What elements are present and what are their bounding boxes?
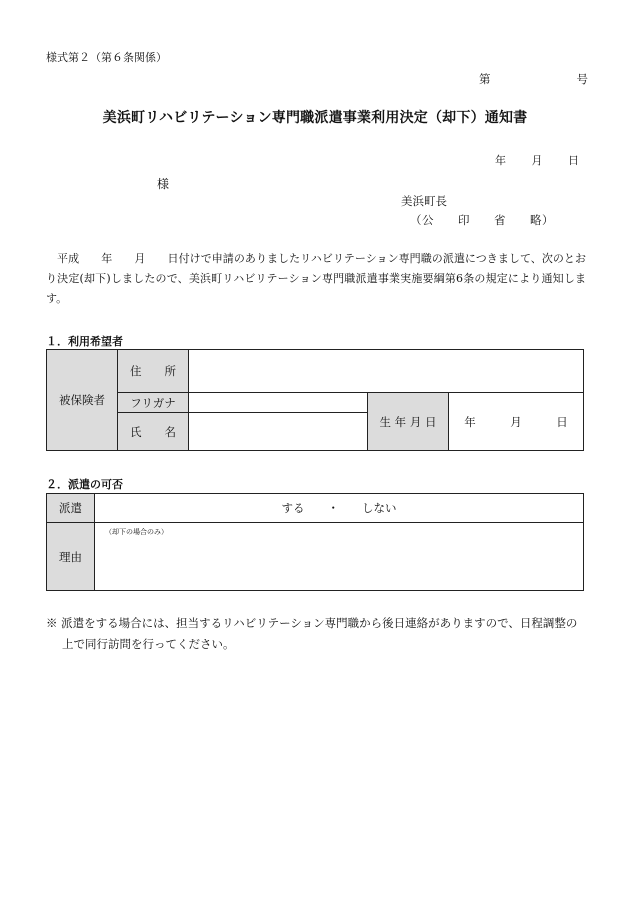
- dispatch-options[interactable]: する ・ しない: [95, 494, 584, 523]
- section1-heading: １．利用希望者: [46, 335, 123, 348]
- applicant-table: [46, 349, 584, 451]
- document-number: [479, 71, 588, 87]
- dispatch-table: [46, 493, 584, 591]
- date-day: 日: [568, 154, 579, 167]
- name-label: 氏 名: [118, 413, 189, 451]
- doc-number-suffix: 号: [576, 72, 588, 86]
- birthdate-label: 生 年 月 日: [368, 393, 449, 451]
- address-field[interactable]: [189, 350, 584, 393]
- name-field[interactable]: [189, 413, 368, 451]
- reason-field[interactable]: （却下の場合のみ）: [95, 523, 584, 591]
- date-month: 月: [531, 154, 543, 167]
- dispatch-label: 派遣: [47, 494, 95, 523]
- furigana-label: フリガナ: [118, 393, 189, 413]
- reason-label: 理由: [47, 523, 95, 591]
- date-year: 年: [495, 154, 506, 167]
- doc-number-prefix: 第: [479, 72, 491, 86]
- seal-omitted: （公 印 省 略）: [410, 213, 554, 227]
- body-text: 平成 年 月 日付けで申請のありましたリハビリテーション専門職の派遣につきまして、次のとおり決定(却下)しましたので、美浜町リハビリテーション専門職派遣事業実施要綱第6条の規定により通知します。: [46, 252, 586, 305]
- addressee-suffix: 様: [157, 177, 170, 191]
- insured-label: 被保険者: [47, 350, 118, 451]
- address-label: 住 所: [118, 350, 189, 393]
- issuer-name: 美浜町長: [401, 194, 447, 208]
- form-number: 様式第２（第６条関係）: [46, 51, 167, 64]
- section2-heading: ２．派遣の可否: [46, 478, 123, 491]
- page-title: 美浜町リハビリテーション専門職派遣事業利用決定（却下）通知書: [102, 110, 528, 126]
- issue-date: [473, 152, 579, 168]
- birthdate-field[interactable]: 年 月 日: [449, 393, 584, 451]
- furigana-field[interactable]: [189, 393, 368, 413]
- footer-note: ※ 派遣をする場合には、担当するリハビリテーション専門職から後日連絡がありますので、日程調整の上で同行訪問を行ってください。: [46, 616, 578, 651]
